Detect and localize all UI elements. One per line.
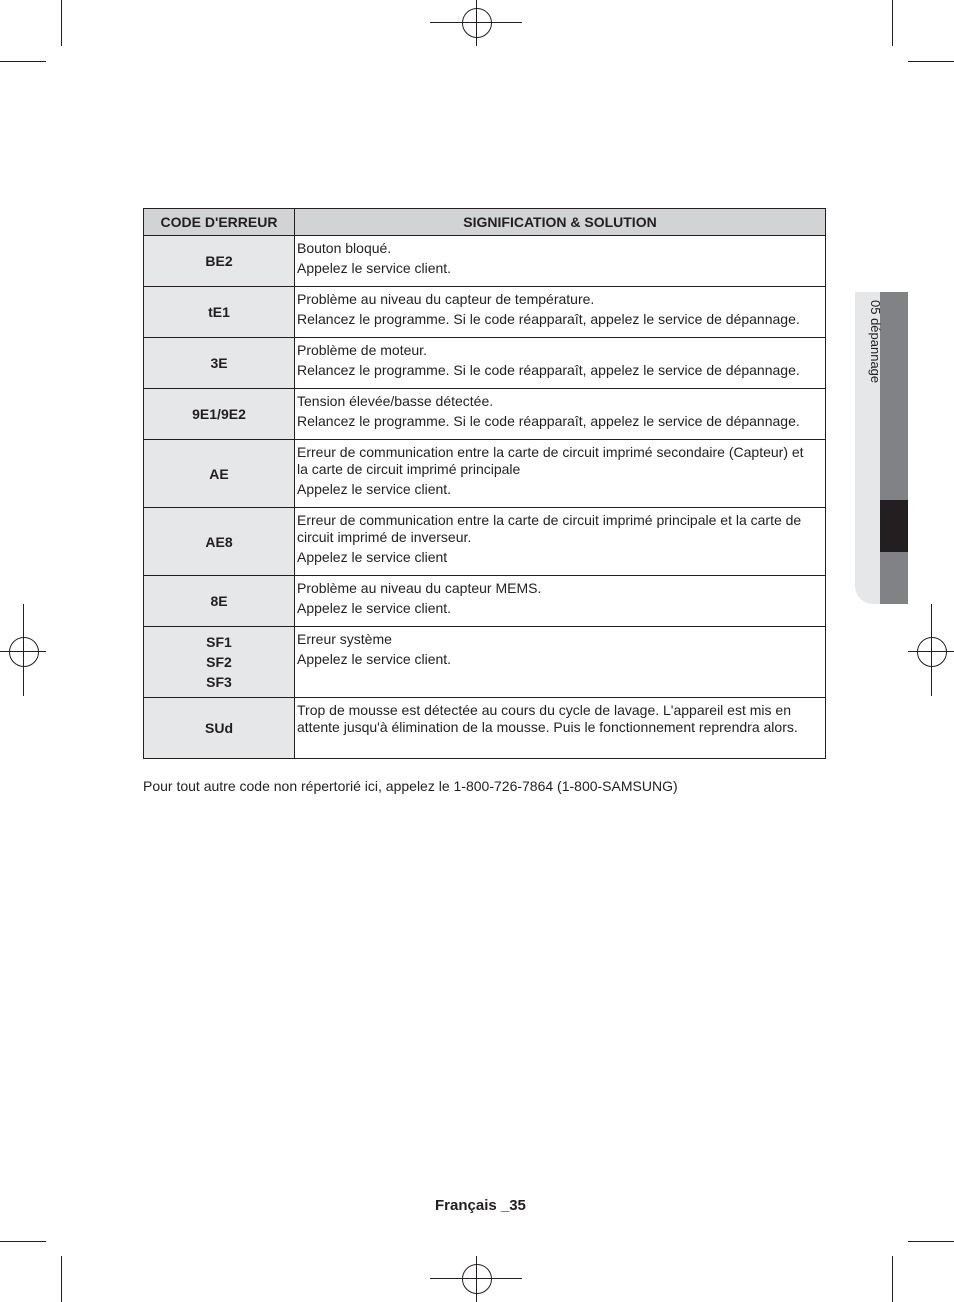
error-code: BE2 [144,236,295,287]
crop-mark [908,1241,954,1242]
solution: Erreur de communication entre la carte de circuit imprimé principale et la carte de circuit imprimé de inverseur. Appelez le service client [295,508,826,576]
error-code: SUd [144,698,295,759]
table-row [144,698,826,759]
crop-mark [0,61,46,62]
table-header-row [144,209,826,236]
solution: Problème au niveau du capteur de température. Relancez le programme. Si le code réapparaît, appelez le service de dépannage. [295,287,826,338]
error-code: AE8 [144,508,295,576]
error-code: 8E [144,576,295,627]
solution: Problème au niveau du capteur MEMS. Appelez le service client. [295,576,826,627]
table-row [144,576,826,627]
solution: Tension élevée/basse détectée. Relancez le programme. Si le code réapparaît, appelez le service de dépannage. [295,389,826,440]
solution: Bouton bloqué. Appelez le service client. [295,236,826,287]
table-row [144,287,826,338]
table-row [144,440,826,508]
error-code: 9E1/9E2 [144,389,295,440]
page-number: Français _35 [435,1197,526,1214]
error-code: tE1 [144,287,295,338]
solution: Erreur système Appelez le service client. [295,627,826,698]
error-code: AE [144,440,295,508]
solution: Erreur de communication entre la carte de circuit imprimé secondaire (Capteur) et la carte de circuit imprimé principale Appelez le service client. [295,440,826,508]
crop-mark [0,1241,46,1242]
solution: Problème de moteur. Relancez le programme. Si le code réapparaît, appelez le service de dépannage. [295,338,826,389]
crop-mark [908,61,954,62]
crop-mark [61,0,62,46]
error-code-table [143,208,826,759]
table-row [144,627,826,698]
crop-mark [892,0,893,46]
crop-mark [892,1256,893,1302]
error-code: SF1 SF2 SF3 [144,627,295,698]
table-row [144,508,826,576]
table-row [144,389,826,440]
contact-note: Pour tout autre code non répertorié ici, appelez le 1-800-726-7864 (1-800-SAMSUNG) [143,778,678,794]
header-solution: SIGNIFICATION & SOLUTION [295,209,826,236]
chapter-tab-label: 05 dépannage [868,300,883,384]
header-code: CODE D'ERREUR [144,209,295,236]
table-row [144,236,826,287]
error-code: 3E [144,338,295,389]
crop-mark [61,1256,62,1302]
table-row [144,338,826,389]
solution: Trop de mousse est détectée au cours du cycle de lavage. L'appareil est mis en attente jusqu'à élimination de la mousse. Puis le fonctionnement reprendra alors. [295,698,826,759]
